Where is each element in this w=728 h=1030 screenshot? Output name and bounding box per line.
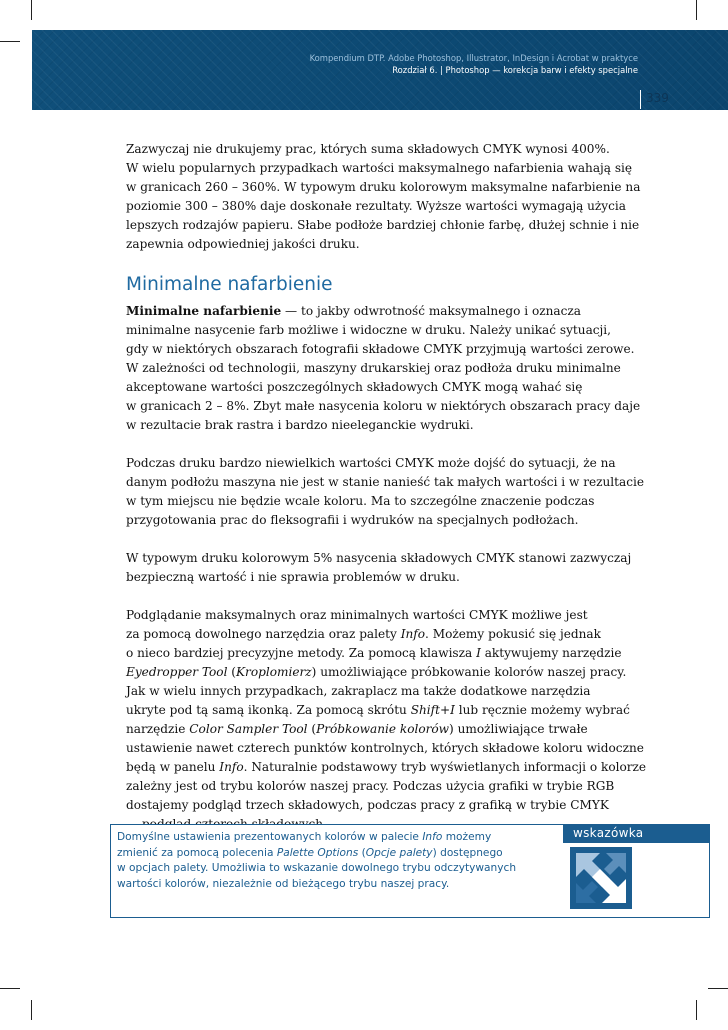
bold-term: Minimalne nafarbienie: [126, 304, 282, 318]
text-line: W wielu popularnych przypadkach wartości maksymalnego nafarbienia wahają się: [126, 161, 633, 175]
text-line: przygotowania prac do fleksografii i wydruków na specjalnych podłożach.: [126, 513, 579, 527]
text-line: będą w panelu Info. Naturalnie podstawowy tryb wyświetlanych informacji o kolorze: [126, 760, 647, 774]
paragraph: [126, 302, 641, 435]
text-line: gdy w niektórych obszarach fotografii składowe CMYK przyjmują wartości zerowe.: [126, 342, 635, 356]
paragraph: [126, 140, 641, 254]
tip-label-bar: [563, 825, 709, 843]
text-line: Minimalne nafarbienie — to jakby odwrotność maksymalnego i oznacza: [126, 304, 581, 318]
text-line: danym podłożu maszyna nie jest w stanie nanieść tak małych wartości i w rezultacie: [126, 475, 645, 489]
book-title: Kompendium DTP. Adobe Photoshop, Illustrator, InDesign i Acrobat w praktyce: [309, 53, 638, 63]
text-line: dostajemy podgląd trzech składowych, podczas pracy z grafiką w trybie CMYK: [126, 798, 609, 812]
text-line: ukryte pod tą samą ikonką. Za pomocą skrótu Shift+I lub ręcznie możemy wybrać: [126, 703, 630, 717]
chapter-title: Rozdział 6. | Photoshop — korekcja barw i efekty specjalne: [392, 65, 638, 75]
text-line: lepszych rodzajów papieru. Słabe podłoże bardziej chłonie farbę, dłużej schnie i nie: [126, 218, 640, 232]
text-line: zależny jest od trybu kolorów naszej pracy. Podczas użycia grafiki w trybie RGB: [126, 779, 615, 793]
text-line: Jak w wielu innych przypadkach, zakraplacz ma także dodatkowe narzędzia: [126, 684, 591, 698]
crossed-arrows-icon: [570, 847, 632, 909]
crop-mark: [696, 0, 697, 20]
text-line: Zazwyczaj nie drukujemy prac, których suma składowych CMYK wynosi 400%.: [126, 142, 610, 156]
text-line: w granicach 260 – 360%. W typowym druku kolorowym maksymalne nafarbienie na: [126, 180, 641, 194]
tip-line: wartości kolorów, niezależnie od bieżącego trybu naszej pracy.: [117, 877, 450, 890]
text-line: ustawienie nawet czterech punktów kontrolnych, których składowe koloru widoczne: [126, 741, 644, 755]
paragraph: [126, 549, 632, 587]
text-line: narzędzie Color Sampler Tool (Próbkowanie kolorów) umożliwiające trwałe: [126, 722, 588, 736]
text-line: poziomie 300 – 380% daje doskonałe rezultaty. Wyższe wartości wymagają użycia: [126, 199, 626, 213]
crop-mark: [696, 1000, 697, 1020]
text-line: za pomocą dowolnego narzędzia oraz palety Info. Możemy pokusić się jednak: [126, 627, 601, 641]
crop-mark: [0, 41, 20, 42]
page-number: 339: [646, 91, 669, 105]
crop-mark: [708, 988, 728, 989]
text-line: minimalne nasycenie farb możliwe i widoczne w druku. Należy unikać sytuacji,: [126, 323, 612, 337]
text-line: Eyedropper Tool (Kroplomierz) umożliwiające próbkowanie kolorów naszej pracy.: [126, 665, 627, 679]
text-line: w granicach 2 – 8%. Zbyt małe nasycenia koloru w niektórych obszarach pracy daje: [126, 399, 641, 413]
crop-mark: [0, 988, 20, 989]
tip-box: [110, 824, 710, 918]
crop-mark: [31, 0, 32, 20]
text-line: akceptowane wartości poszczególnych składowych CMYK mogą wahać się: [126, 380, 583, 394]
text-line: bezpieczną wartość i nie sprawia problemów w druku.: [126, 570, 460, 584]
text-line: W typowym druku kolorowym 5% nasycenia składowych CMYK stanowi zazwyczaj: [126, 551, 632, 565]
tip-label: wskazówka: [573, 826, 644, 840]
text-line: W zależności od technologii, maszyny drukarskiej oraz podłoża druku minimalne: [126, 361, 621, 375]
text-line: Podczas druku bardzo niewielkich wartości CMYK może dojść do sytuacji, że na: [126, 456, 616, 470]
tip-line: zmienić za pomocą polecenia Palette Options (Opcje palety) dostępnego: [117, 846, 503, 859]
text-line: w tym miejscu nie będzie wcale koloru. Ma to szczególne znaczenie podczas: [126, 494, 595, 508]
text-line: o nieco bardziej precyzyjne metody. Za pomocą klawisza I aktywujemy narzędzie: [126, 646, 622, 660]
text-line: zapewnia odpowiedniej jakości druku.: [126, 237, 360, 251]
crop-mark: [31, 1000, 32, 1020]
tip-line: w opcjach palety. Umożliwia to wskazanie dowolnego trybu odczytywanych: [117, 862, 517, 875]
text-line: Podglądanie maksymalnych oraz minimalnych wartości CMYK możliwe jest: [126, 608, 588, 622]
section-heading: Minimalne nafarbienie: [126, 274, 333, 295]
paragraph: [126, 454, 645, 530]
text-line: w rezultacie brak rastra i bardzo nieeleganckie wydruki.: [126, 418, 474, 432]
tip-text: [117, 830, 557, 892]
page-number-divider: [640, 90, 641, 109]
tip-line: Domyślne ustawienia prezentowanych kolorów w palecie Info możemy: [117, 831, 492, 843]
